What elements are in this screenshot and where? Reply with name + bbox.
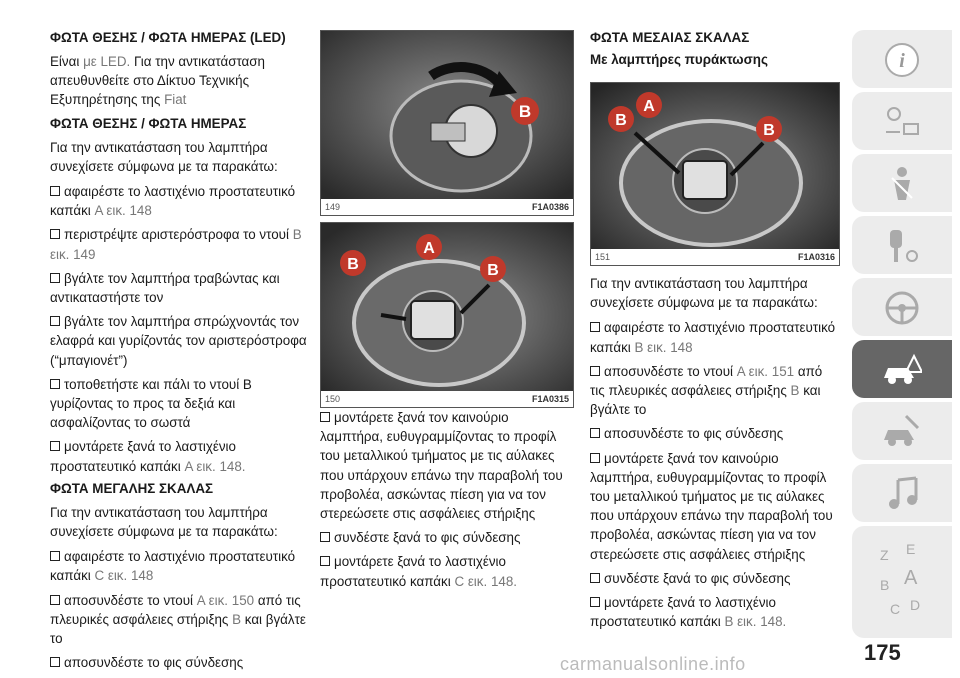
list-item: μοντάρετε ξανά το λαστιχένιο προστατευτικό καπάκι B εικ. 148. bbox=[590, 595, 787, 630]
checkbox-square-icon bbox=[50, 551, 60, 561]
svg-text:E: E bbox=[906, 541, 916, 557]
tab-maintenance[interactable] bbox=[852, 402, 952, 460]
tab-emergency[interactable] bbox=[852, 340, 952, 398]
figure-caption: 150 F1A0315 bbox=[321, 391, 573, 407]
paragraph: Για την αντικατάσταση του λαμπτήρα συνεχίσετε σύμφωνα με τα παρακάτω: bbox=[50, 139, 278, 174]
checkbox-square-icon bbox=[320, 556, 330, 566]
tab-index[interactable] bbox=[852, 526, 952, 638]
svg-text:D: D bbox=[910, 597, 921, 613]
column-left bbox=[50, 30, 308, 677]
svg-text:A: A bbox=[904, 567, 918, 589]
watermark: carmanualsonline.info bbox=[560, 654, 746, 674]
seat-belt-icon bbox=[882, 164, 922, 204]
figure-150 bbox=[320, 222, 574, 408]
column-middle bbox=[320, 408, 572, 596]
list-item: μοντάρετε ξανά το λαστιχένιο προστατευτικό καπάκι A εικ. 148. bbox=[50, 439, 246, 474]
svg-text:B: B bbox=[880, 577, 890, 593]
list-item: αποσυνδέστε το φις σύνδεσης bbox=[590, 424, 840, 443]
checkbox-square-icon bbox=[590, 597, 600, 607]
column-right bbox=[590, 30, 840, 74]
heading-position-lights: ΦΩΤΑ ΘΕΣΗΣ / ΦΩΤΑ ΗΜΕΡΑΣ bbox=[50, 115, 247, 131]
svg-text:C: C bbox=[890, 601, 901, 617]
list-item: αποσυνδέστε το ντουί A εικ. 150 από τις πλευρικές ασφάλειες στήριξης B και βγάλτε το bbox=[50, 592, 306, 647]
index-letters-icon bbox=[876, 540, 926, 630]
list-item: βγάλτε τον λαμπτήρα τραβώντας και αντικαταστήστε τον bbox=[50, 270, 280, 306]
car-key-icon bbox=[882, 226, 922, 266]
car-breakdown-icon bbox=[882, 350, 922, 390]
paragraph: Για την αντικατάσταση του λαμπτήρα συνεχίσετε σύμφωνα με τα παρακάτω: bbox=[50, 504, 278, 540]
list-item: μοντάρετε ξανά τον καινούριο λαμπτήρα, ευθυγραμμίζοντας το προφίλ του μεταλλικού τμήματος με τις αύλακες που υπάρχουν επάνω την παραβολή του προβολέα, ασκώντας πίεση για να τον στερεώσετε στις ασφάλειες στήριξης bbox=[320, 410, 563, 522]
checkbox-square-icon bbox=[50, 229, 60, 239]
tab-dashboard[interactable] bbox=[852, 92, 952, 150]
heading-low-beam: ΦΩΤΑ ΜΕΣΑΙΑΣ ΣΚΑΛΑΣ bbox=[590, 30, 750, 45]
label-b: B bbox=[615, 112, 627, 129]
headlamp-photo bbox=[591, 83, 839, 249]
heading-high-beam: ΦΩΤΑ ΜΕΓΑΛΗΣ ΣΚΑΛΑΣ bbox=[50, 480, 214, 496]
checkbox-square-icon bbox=[50, 595, 60, 605]
tab-multimedia[interactable] bbox=[852, 464, 952, 522]
list-item: αποσυνδέστε το φις σύνδεσης bbox=[50, 653, 308, 672]
list-item: αφαιρέστε το λαστιχένιο προστατευτικό καπάκι B εικ. 148 bbox=[590, 320, 836, 355]
figure-149 bbox=[320, 30, 574, 216]
paragraph: Είναι με LED. Για την αντικατάσταση απευθυνθείτε στο Δίκτυο Τεχνικής Εξυπηρέτησης της Fiat bbox=[50, 54, 266, 108]
list-item: μοντάρετε ξανά το λαστιχένιο προστατευτικό καπάκι C εικ. 148. bbox=[320, 554, 517, 589]
checkbox-square-icon bbox=[590, 453, 600, 463]
column-right-text bbox=[590, 274, 840, 636]
tab-starting[interactable] bbox=[852, 216, 952, 274]
info-icon bbox=[882, 40, 922, 80]
wrench-car-icon bbox=[882, 412, 922, 452]
list-item: περιστρέψτε αριστερόστροφα το ντουί B εικ. 149 bbox=[50, 227, 302, 262]
page-number: 175 bbox=[864, 640, 901, 665]
list-item: αφαιρέστε το λαστιχένιο προστατευτικό καπάκι C εικ. 148 bbox=[50, 549, 296, 584]
steering-wheel-icon bbox=[882, 288, 922, 328]
list-item: μοντάρετε ξανά τον καινούριο λαμπτήρα, ευθυγραμμίζοντας το προφίλ του μεταλλικού τμήματος με τις αύλακες που υπάρχουν επάνω την παραβολή του προβολέα, ασκώντας πίεση για να τον στερεώσετε στις ασφάλειες στήριξης bbox=[590, 450, 833, 562]
paragraph: Για την αντικατάσταση του λαμπτήρα συνεχίσετε σύμφωνα με τα παρακάτω: bbox=[590, 276, 818, 311]
checkbox-square-icon bbox=[50, 657, 60, 667]
list-item: τοποθετήστε και πάλι το ντουί B γυρίζοντας το προς τα δεξιά και ασφαλίζοντας το σωστά bbox=[50, 376, 252, 431]
svg-text:i: i bbox=[899, 50, 905, 72]
figure-151 bbox=[590, 82, 840, 266]
checkbox-square-icon bbox=[320, 412, 330, 422]
checkbox-square-icon bbox=[50, 316, 60, 326]
music-note-icon bbox=[882, 474, 922, 514]
heading-position-lights-led: ΦΩΤΑ ΘΕΣΗΣ / ΦΩΤΑ ΗΜΕΡΑΣ (LED) bbox=[50, 30, 286, 45]
label-a: A bbox=[643, 98, 655, 115]
checkbox-square-icon bbox=[590, 573, 600, 583]
label-b: B bbox=[763, 122, 775, 139]
list-item: αποσυνδέστε το ντουί A εικ. 151 από τις πλευρικές ασφάλειες στήριξης B και βγάλτε το bbox=[590, 363, 823, 418]
tab-safety[interactable] bbox=[852, 154, 952, 212]
headlamp-photo bbox=[321, 31, 573, 199]
headlamp-photo bbox=[321, 223, 573, 391]
label-a: A bbox=[423, 240, 435, 257]
checkbox-square-icon bbox=[590, 428, 600, 438]
checkbox-square-icon bbox=[320, 532, 330, 542]
checkbox-square-icon bbox=[590, 366, 600, 376]
checkbox-square-icon bbox=[50, 273, 60, 283]
label-b: B bbox=[487, 262, 499, 279]
list-item: βγάλτε τον λαμπτήρα σπρώχνοντάς τον ελαφρά και γυρίζοντάς τον αριστερόστροφα (“μπαγιονέτ”) bbox=[50, 314, 307, 368]
list-item: συνδέστε ξανά το φις σύνδεσης bbox=[590, 569, 840, 588]
label-b: B bbox=[347, 256, 359, 273]
tab-info[interactable] bbox=[852, 30, 952, 88]
list-item: συνδέστε ξανά το φις σύνδεσης bbox=[320, 528, 572, 547]
subheading-incandescent: Με λαμπτήρες πυράκτωσης bbox=[590, 52, 768, 67]
figure-caption: 151 F1A0316 bbox=[591, 249, 839, 265]
dashboard-lights-icon bbox=[882, 102, 922, 142]
checkbox-square-icon bbox=[50, 186, 60, 196]
figure-caption: 149 F1A0386 bbox=[321, 199, 573, 215]
checkbox-square-icon bbox=[50, 441, 60, 451]
list-item: αφαιρέστε το λαστιχένιο προστατευτικό καπάκι A εικ. 148 bbox=[50, 184, 296, 219]
checkbox-square-icon bbox=[50, 379, 60, 389]
svg-text:Z: Z bbox=[880, 547, 889, 563]
label-b: B bbox=[518, 102, 532, 121]
checkbox-square-icon bbox=[590, 322, 600, 332]
tab-driving[interactable] bbox=[852, 278, 952, 336]
